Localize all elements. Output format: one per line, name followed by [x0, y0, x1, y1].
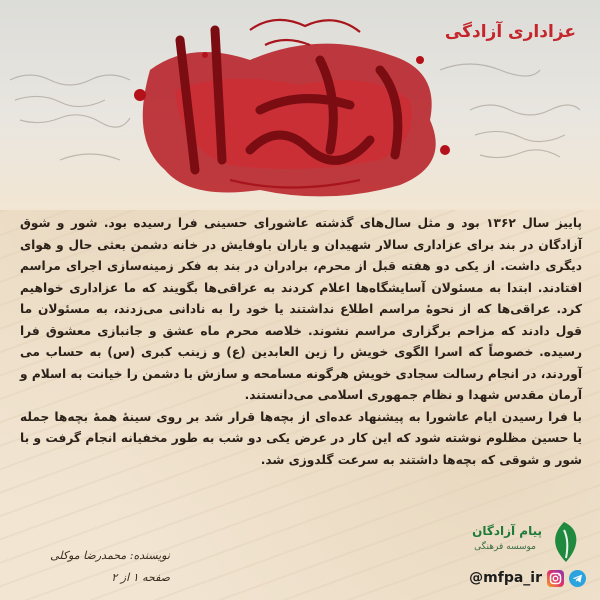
org-subtitle: موسسه فرهنگی: [474, 542, 536, 552]
paragraph: پاییز سال ۱۳۶۲ بود و مثل سال‌های گذشته عاشورای حسینی فرا رسیده بود. شور و شوق آزادگان در بند برای عزاداری سالار شهیدان و یاران باوفایش در خانه دشمن بعثی حال و هوای دیگری داشت. از یکی دو هفته قبل از محرم، برادران در بند به فکر زمینه‌سازی اجرای مراسم افتادند. ابتدا به مسئولان آسایشگاه‌ها اعلام کردند به عراقی‌ها بگویند که ما عزاداری خواهیم کرد. عراقی‌ها که از نحوهٔ مراسم اطلاع نداشتند یا خود را به نادانی می‌زدند، به مسئولان ما قول دادند که مزاحم برگزاری مراسم نشوند. خلاصه محرم ماه عشق و جانبازی معشوق فرا رسیده. خصوصاً که اسرا الگوی خویش را زین العابدین (ع) و زینب کبری (س) به حساب می آوردند، در انجام رسالت سجادی خویش هرگونه مسامحه و سازش با دشمن را خیانت به اسلام و آرمان مقدس شهدا و نظام جمهوری اسلامی می‌دانستند.: [20, 216, 582, 402]
header-banner: [0, 0, 600, 210]
org-name: پیام آزادگان: [472, 524, 542, 538]
article-body: [20, 213, 582, 471]
social-handle-bar: [469, 566, 586, 590]
organization-logo: [468, 520, 584, 564]
leaf-logo-icon: [544, 520, 584, 564]
telegram-icon[interactable]: [569, 570, 586, 587]
author-signature: [40, 545, 170, 589]
author-name: نویسنده: محمدرضا موکلی: [50, 549, 170, 562]
social-handle[interactable]: @mfpa_ir: [469, 570, 542, 586]
instagram-icon[interactable]: [547, 570, 564, 587]
page-title: عزاداری آزادگی: [444, 22, 576, 42]
paragraph: با فرا رسیدن ایام عاشورا به پیشنهاد عده‌ای از بچه‌ها قرار شد بر روی سینهٔ همهٔ بچه‌ها جمله یا حسین مظلوم نوشته شود که این کار در عرض یکی دو شب به طور مخفیانه انجام گرفت و با شور و شوقی که بچه‌ها داشتند به سرعت گلدوزی شد.: [20, 409, 582, 467]
page-number: صفحه ۱ از ۲: [111, 571, 170, 584]
